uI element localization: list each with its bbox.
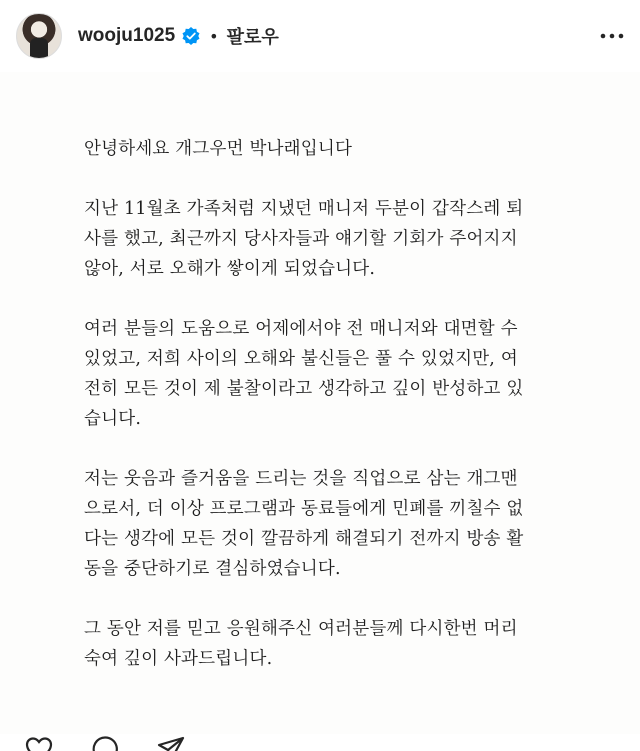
letter-line: 않아, 서로 오해가 쌓이게 되었습니다. — [84, 259, 376, 279]
avatar[interactable] — [16, 13, 62, 59]
letter-paragraph-3 — [84, 464, 564, 584]
separator-dot: • — [209, 26, 219, 46]
letter-paragraph-4 — [84, 614, 564, 674]
share-icon[interactable] — [156, 734, 186, 751]
letter-greeting: 안녕하세요 개그우먼 박나래입니다 — [84, 139, 353, 159]
letter-line: 동을 중단하기로 결심하였습니다. — [84, 559, 341, 579]
apology-letter — [84, 134, 564, 704]
post-action-bar — [0, 734, 640, 751]
letter-line: 있었고, 저희 사이의 오해와 불신들은 풀 수 있었지만, 여 — [84, 349, 518, 369]
follow-button[interactable]: 팔로우 — [226, 27, 279, 48]
letter-line: 습니다. — [84, 409, 142, 429]
letter-line: 저는 웃음과 즐거움을 드리는 것을 직업으로 삼는 개그맨 — [84, 469, 518, 489]
comment-icon[interactable] — [90, 734, 120, 751]
post-image — [0, 72, 640, 734]
post-header — [0, 0, 640, 72]
letter-line: 숙여 깊이 사과드립니다. — [84, 649, 273, 669]
letter-line: 여러 분들의 도움으로 어제에서야 전 매니저와 대면할 수 — [84, 319, 518, 339]
heart-icon[interactable] — [24, 734, 54, 751]
letter-line: 그 동안 저를 믿고 응원해주신 여러분들께 다시한번 머리 — [84, 619, 518, 639]
verified-badge-icon — [181, 26, 201, 46]
letter-line: 으로서, 더 이상 프로그램과 동료들에게 민폐를 끼칠수 없 — [84, 499, 524, 519]
more-horizontal-icon[interactable] — [598, 22, 626, 50]
letter-line: 사를 했고, 최근까지 당사자들과 얘기할 기회가 주어지지 — [84, 229, 518, 249]
username[interactable]: wooju1025 — [78, 25, 176, 46]
letter-line: 다는 생각에 모든 것이 깔끔하게 해결되기 전까지 방송 활 — [84, 529, 524, 549]
letter-paragraph-1 — [84, 194, 564, 284]
letter-line: 전히 모든 것이 제 불찰이라고 생각하고 깊이 반성하고 있 — [84, 379, 524, 399]
letter-line: 지난 11월초 가족처럼 지냈던 매니저 두분이 갑작스레 퇴 — [84, 199, 524, 219]
letter-paragraph-2 — [84, 314, 564, 434]
